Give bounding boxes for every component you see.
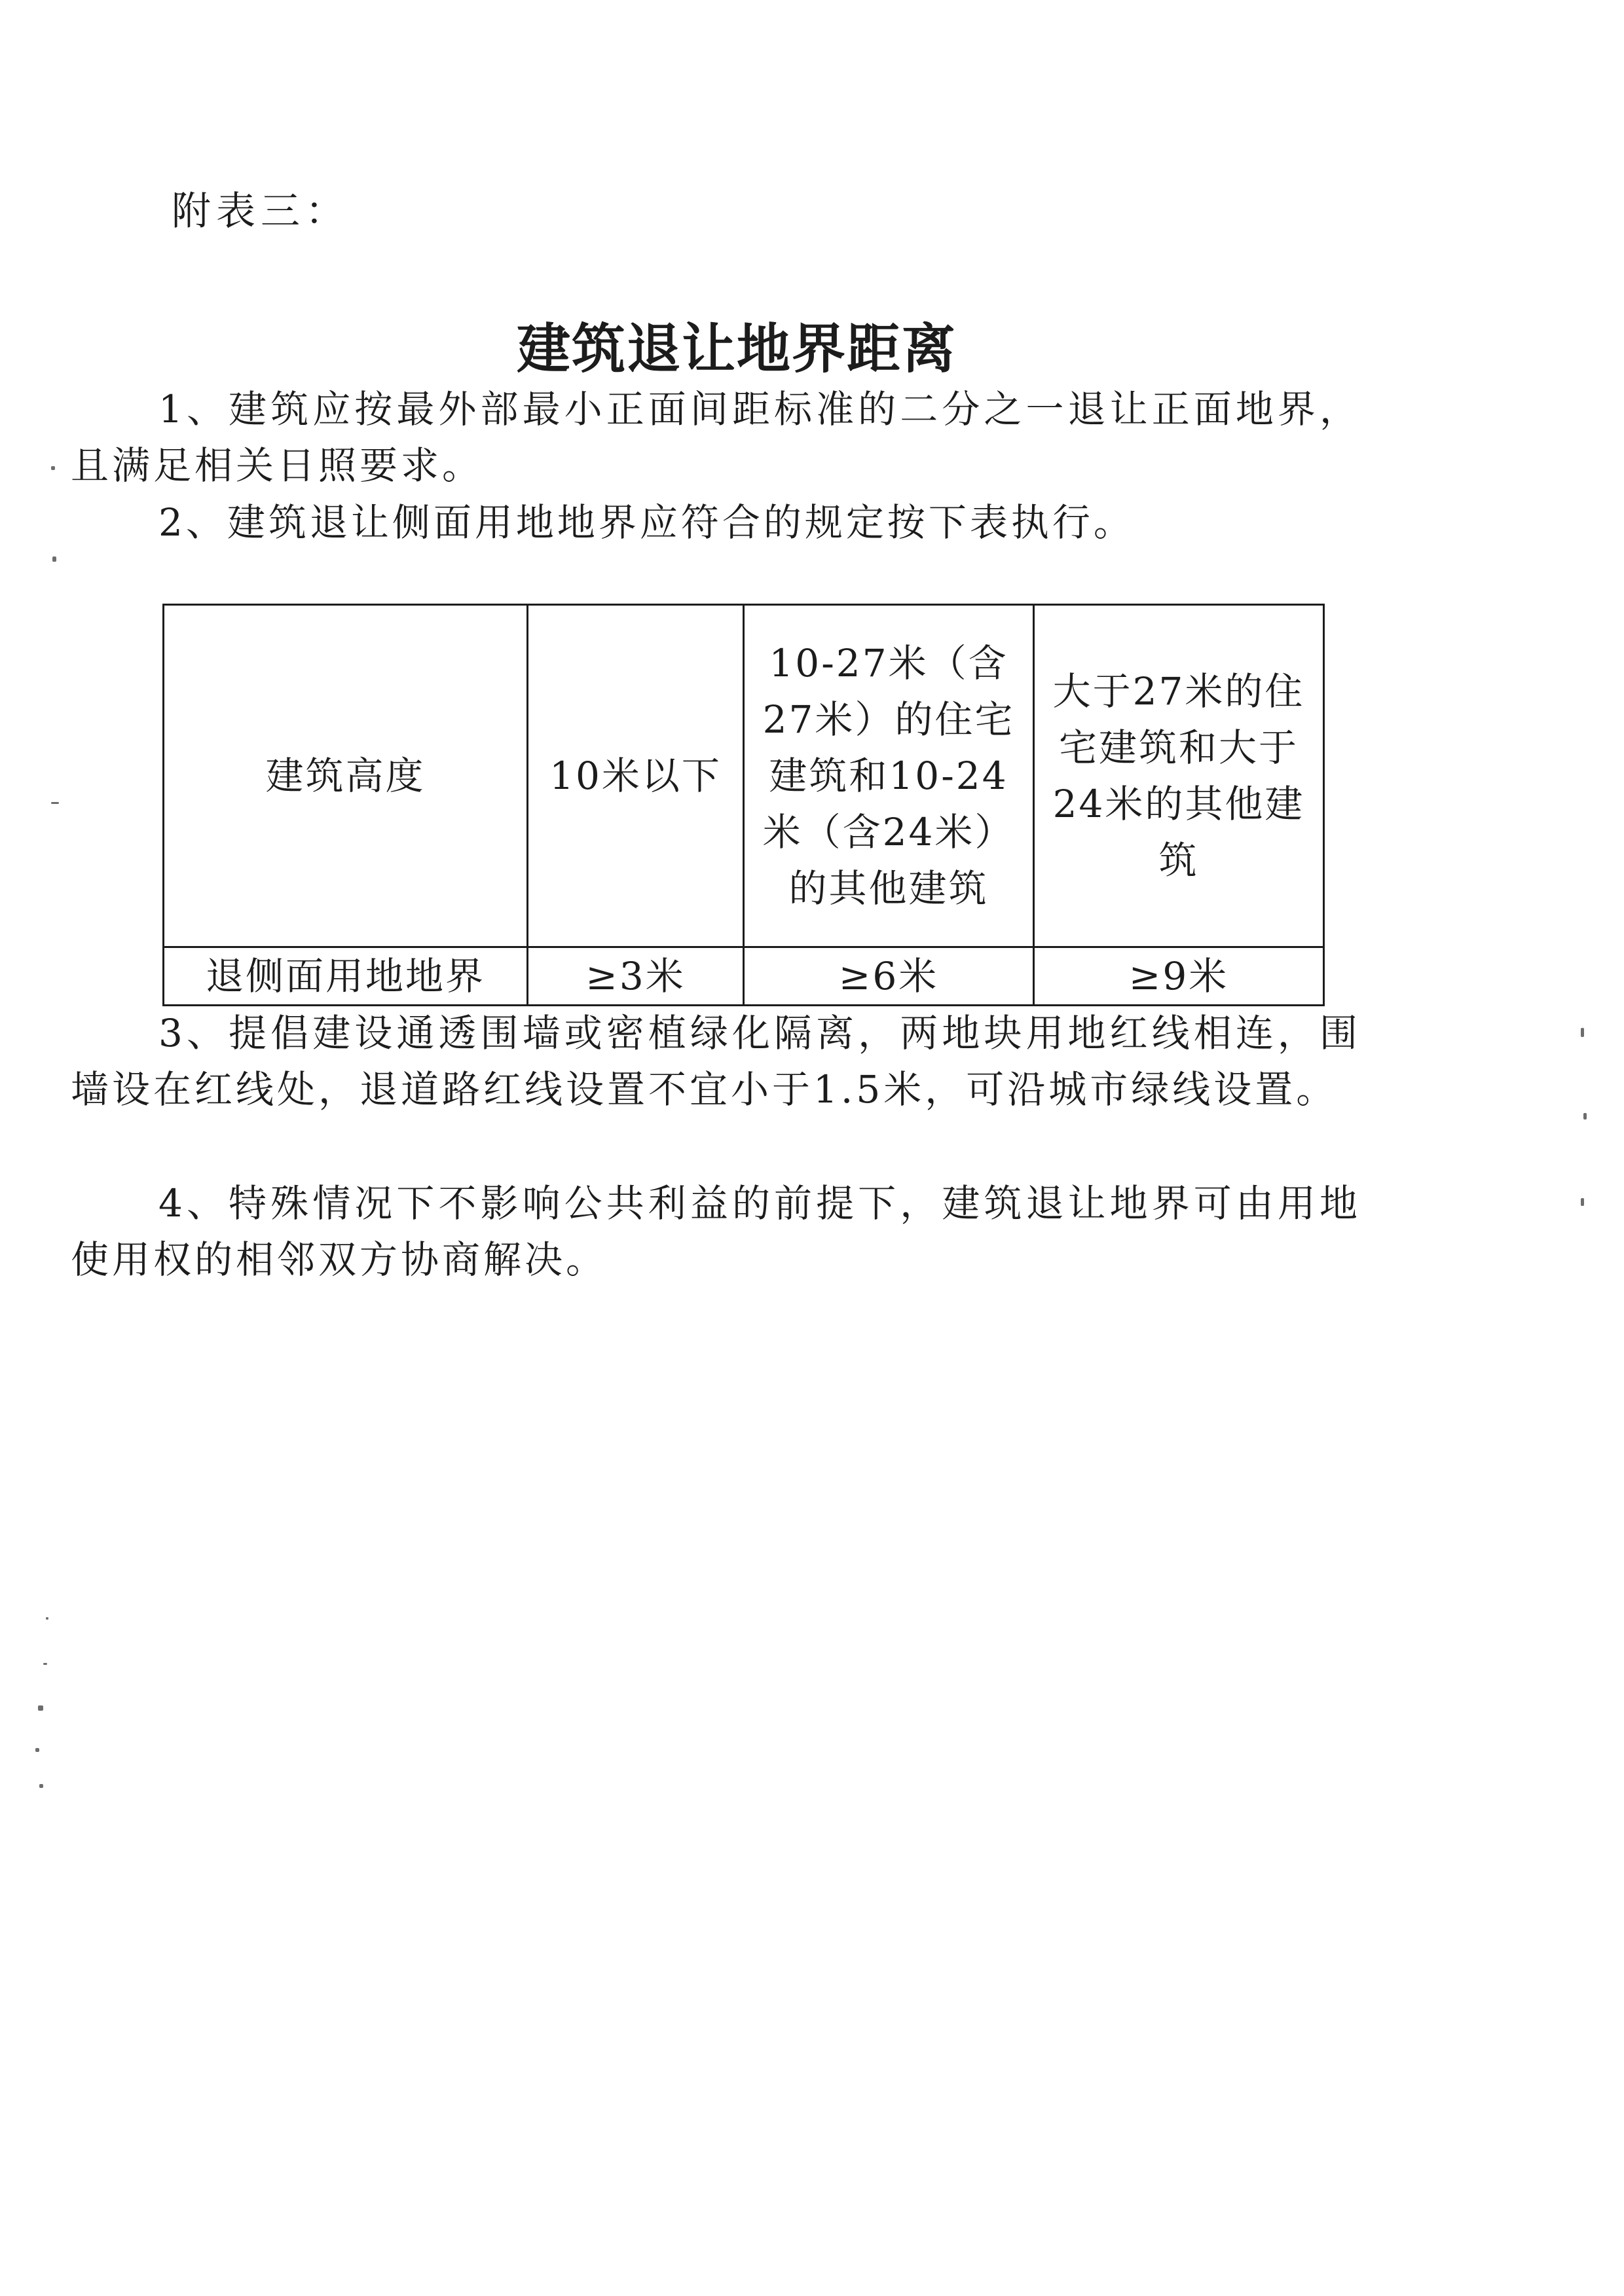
scan-mark bbox=[46, 1617, 48, 1620]
paragraph-1: 1、建筑应按最外部最小正面间距标准的二分之一退让正面地界，且满足相关日照要求。 bbox=[71, 387, 1361, 488]
document-title: 建筑退让地界距离 bbox=[516, 318, 957, 380]
scan-mark bbox=[39, 1784, 43, 1788]
table-header-row bbox=[164, 605, 1324, 947]
setback-value-3m: ≥3米 bbox=[528, 947, 744, 1006]
appendix-label: 附表三： bbox=[172, 189, 350, 234]
setback-value-9m: ≥9米 bbox=[1034, 947, 1324, 1006]
scan-mark bbox=[51, 802, 59, 804]
header-under-10m: 10米以下 bbox=[528, 605, 744, 947]
setback-table bbox=[162, 604, 1325, 1006]
scan-mark bbox=[1581, 1028, 1584, 1037]
row-label-side-setback: 退侧面用地地界 bbox=[164, 947, 528, 1006]
scan-mark bbox=[52, 556, 56, 562]
scan-mark bbox=[35, 1748, 39, 1752]
setback-value-6m: ≥6米 bbox=[744, 947, 1034, 1006]
scan-mark bbox=[1583, 1113, 1587, 1120]
paragraph-3: 3、提倡建设通透围墙或密植绿化隔离，两地块用地红线相连，围墙设在红线处，退道路红线设置不宜小于1.5米，可沿城市绿线设置。 bbox=[71, 1011, 1361, 1112]
scan-mark bbox=[43, 1663, 47, 1665]
scan-mark bbox=[38, 1705, 43, 1711]
table-row bbox=[164, 947, 1324, 1006]
paragraph-4: 4、特殊情况下不影响公共利益的前提下，建筑退让地界可由用地使用权的相邻双方协商解决。 bbox=[71, 1181, 1361, 1282]
header-over-27m: 大于27米的住宅建筑和大于24米的其他建筑 bbox=[1034, 605, 1324, 947]
paragraph-2: 2、建筑退让侧面用地地界应符合的规定按下表执行。 bbox=[158, 500, 1135, 545]
header-building-height: 建筑高度 bbox=[164, 605, 528, 947]
scan-mark bbox=[1581, 1198, 1584, 1206]
scan-mark bbox=[51, 466, 55, 470]
header-10-27m: 10-27米（含27米）的住宅建筑和10-24米（含24米）的其他建筑 bbox=[744, 605, 1034, 947]
